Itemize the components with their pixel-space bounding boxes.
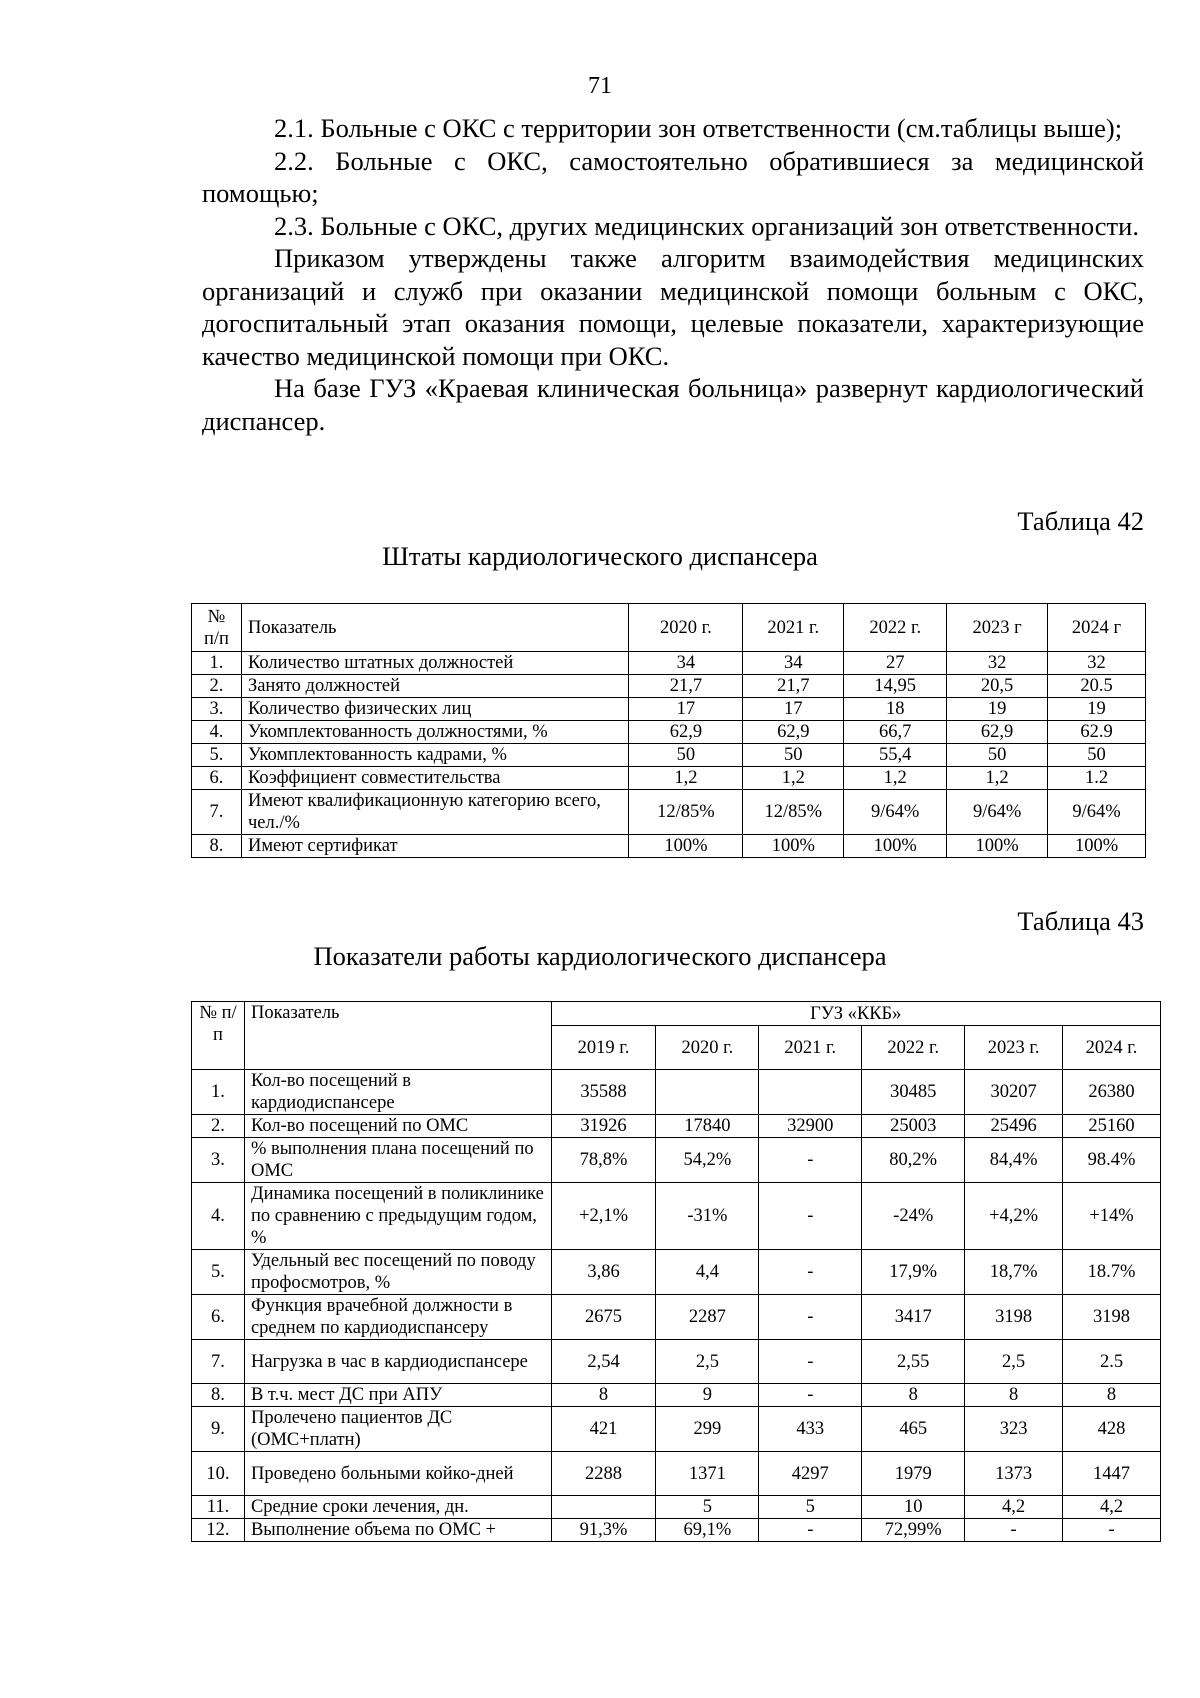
value-cell: [551, 1496, 656, 1519]
value-cell: 98.4%: [1063, 1138, 1161, 1183]
paragraph-2-1: 2.1. Больные с ОКС с территории зон ответственности (см.таблицы выше);: [274, 113, 1123, 143]
indicator-cell: Нагрузка в час в кардиодиспансере: [244, 1340, 551, 1384]
header-year: 2024 г: [1048, 604, 1146, 652]
value-cell: 1,2: [947, 767, 1048, 790]
paragraph-2-2: 2.2. Больные с ОКС, самостоятельно обратившиеся за медицинской помощью;: [202, 145, 1144, 208]
table-row: [192, 1295, 1161, 1340]
value-cell: 9/64%: [1048, 790, 1146, 835]
value-cell: 9/64%: [947, 790, 1048, 835]
value-cell: +2,1%: [551, 1183, 656, 1250]
indicator-cell: Пролечено пациентов ДС (ОМС+платн): [244, 1407, 551, 1452]
indicator-cell: Проведено больными койко-дней: [244, 1452, 551, 1496]
value-cell: 78,8%: [551, 1138, 656, 1183]
value-cell: 20,5: [947, 675, 1048, 698]
row-number-cell: 9.: [192, 1407, 245, 1452]
table-row: [192, 721, 1146, 744]
indicator-cell: В т.ч. мест ДС при АПУ: [244, 1384, 551, 1407]
value-cell: 3198: [1063, 1295, 1161, 1340]
value-cell: 21,7: [629, 675, 743, 698]
row-number-cell: 6.: [192, 1295, 245, 1340]
row-number-cell: 8.: [192, 1384, 245, 1407]
header-year: 2020 г.: [629, 604, 743, 652]
row-number-cell: 2.: [192, 1115, 245, 1138]
table-row: [192, 1407, 1161, 1452]
value-cell: 4297: [759, 1452, 862, 1496]
indicator-cell: Имеют квалификационную категорию всего, чел./%: [241, 790, 629, 835]
row-number-cell: 6.: [192, 767, 242, 790]
row-number-cell: 4.: [192, 721, 242, 744]
value-cell: 25496: [965, 1115, 1063, 1138]
table-row: [192, 835, 1146, 858]
value-cell: -24%: [862, 1183, 965, 1250]
value-cell: [656, 1070, 759, 1115]
row-number-cell: 11.: [192, 1496, 245, 1519]
table-43-label: Таблица 43: [1017, 906, 1144, 936]
value-cell: 25003: [862, 1115, 965, 1138]
value-cell: 19: [947, 698, 1048, 721]
paragraph-2-3: 2.3. Больные с ОКС, других медицинских организаций зон ответственности.: [274, 210, 1139, 241]
value-cell: 32: [1048, 652, 1146, 675]
value-cell: 80,2%: [862, 1138, 965, 1183]
value-cell: 35588: [551, 1070, 656, 1115]
value-cell: 428: [1063, 1407, 1161, 1452]
value-cell: -: [759, 1138, 862, 1183]
row-number-cell: 1.: [192, 652, 242, 675]
header-year: 2023 г.: [965, 1026, 1063, 1070]
value-cell: 55,4: [844, 744, 947, 767]
value-cell: 100%: [1048, 835, 1146, 858]
table-row: [192, 1340, 1161, 1384]
value-cell: 14,95: [844, 675, 947, 698]
indicator-cell: Коэффициент совместительства: [241, 767, 629, 790]
value-cell: 50: [1048, 744, 1146, 767]
value-cell: 30207: [965, 1070, 1063, 1115]
table-row: [192, 790, 1146, 835]
value-cell: 4,4: [656, 1250, 759, 1295]
value-cell: 1371: [656, 1452, 759, 1496]
header-year: 2023 г: [947, 604, 1048, 652]
value-cell: +14%: [1063, 1183, 1161, 1250]
indicator-cell: Функция врачебной должности в среднем по кардиодиспансеру: [244, 1295, 551, 1340]
value-cell: 62,9: [629, 721, 743, 744]
header-number: № п/п: [192, 1002, 245, 1070]
row-number-cell: 12.: [192, 1519, 245, 1542]
table-row: [192, 767, 1146, 790]
indicator-cell: Количество штатных должностей: [241, 652, 629, 675]
value-cell: -: [759, 1384, 862, 1407]
value-cell: 1373: [965, 1452, 1063, 1496]
value-cell: +4,2%: [965, 1183, 1063, 1250]
table-row: [192, 1070, 1161, 1115]
value-cell: 12/85%: [629, 790, 743, 835]
value-cell: 2,54: [551, 1340, 656, 1384]
value-cell: 62.9: [1048, 721, 1146, 744]
value-cell: [759, 1070, 862, 1115]
value-cell: 1,2: [844, 767, 947, 790]
value-cell: -: [759, 1250, 862, 1295]
header-year: 2021 г.: [759, 1026, 862, 1070]
indicator-cell: Занято должностей: [241, 675, 629, 698]
indicator-cell: Укомплектованность кадрами, %: [241, 744, 629, 767]
row-number-cell: 4.: [192, 1183, 245, 1250]
row-number-cell: 3.: [192, 1138, 245, 1183]
value-cell: 12/85%: [743, 790, 844, 835]
value-cell: 3,86: [551, 1250, 656, 1295]
value-cell: 4,2: [965, 1496, 1063, 1519]
indicator-cell: Количество физических лиц: [241, 698, 629, 721]
indicator-cell: Укомплектованность должностями, %: [241, 721, 629, 744]
value-cell: 17,9%: [862, 1250, 965, 1295]
table-43-title: Показатели работы кардиологического диспансера: [313, 941, 887, 971]
header-year: 2024 г.: [1063, 1026, 1161, 1070]
row-number-cell: 8.: [192, 835, 242, 858]
table-row: [192, 744, 1146, 767]
indicator-cell: % выполнения плана посещений по ОМС: [244, 1138, 551, 1183]
page-number: 71: [588, 73, 612, 99]
value-cell: 5: [656, 1496, 759, 1519]
value-cell: 421: [551, 1407, 656, 1452]
value-cell: 34: [743, 652, 844, 675]
value-cell: -: [759, 1183, 862, 1250]
row-number-cell: 1.: [192, 1070, 245, 1115]
header-year: 2019 г.: [551, 1026, 656, 1070]
value-cell: 50: [947, 744, 1048, 767]
value-cell: 3198: [965, 1295, 1063, 1340]
row-number-cell: 3.: [192, 698, 242, 721]
row-number-cell: 7.: [192, 1340, 245, 1384]
value-cell: -: [759, 1519, 862, 1542]
value-cell: 84,4%: [965, 1138, 1063, 1183]
value-cell: 1979: [862, 1452, 965, 1496]
value-cell: 54,2%: [656, 1138, 759, 1183]
table-row: [192, 1496, 1161, 1519]
row-number-cell: 10.: [192, 1452, 245, 1496]
value-cell: 17: [629, 698, 743, 721]
value-cell: -31%: [656, 1183, 759, 1250]
value-cell: 32900: [759, 1115, 862, 1138]
value-cell: 26380: [1063, 1070, 1161, 1115]
value-cell: 34: [629, 652, 743, 675]
value-cell: 9/64%: [844, 790, 947, 835]
value-cell: 1.2: [1048, 767, 1146, 790]
indicator-cell: Средние сроки лечения, дн.: [244, 1496, 551, 1519]
header-number: № п/п: [192, 604, 242, 652]
value-cell: 21,7: [743, 675, 844, 698]
table-row: [192, 1250, 1161, 1295]
table-row: [192, 652, 1146, 675]
value-cell: 66,7: [844, 721, 947, 744]
value-cell: 323: [965, 1407, 1063, 1452]
value-cell: 8: [1063, 1384, 1161, 1407]
paragraph-dispensary: На базе ГУЗ «Краевая клиническая больница» развернут кардиологический диспансер.: [202, 373, 1144, 436]
table-42-label: Таблица 42: [1017, 506, 1144, 536]
indicator-cell: Имеют сертификат: [241, 835, 629, 858]
table-row: [192, 1384, 1161, 1407]
indicator-cell: Кол-во посещений по ОМС: [244, 1115, 551, 1138]
value-cell: 465: [862, 1407, 965, 1452]
value-cell: 17840: [656, 1115, 759, 1138]
header-year: 2020 г.: [656, 1026, 759, 1070]
performance-table: [191, 1001, 1161, 1542]
header-indicator: Показатель: [241, 604, 629, 652]
body-text: [202, 112, 1144, 437]
staff-table: [191, 603, 1146, 858]
header-year: 2022 г.: [862, 1026, 965, 1070]
value-cell: 433: [759, 1407, 862, 1452]
table-row: [192, 1138, 1161, 1183]
row-number-cell: 5.: [192, 1250, 245, 1295]
indicator-cell: Удельный вес посещений по поводу профосмотров, %: [244, 1250, 551, 1295]
value-cell: 2.5: [1063, 1340, 1161, 1384]
value-cell: 2287: [656, 1295, 759, 1340]
header-organization: ГУЗ «ККБ»: [551, 1002, 1160, 1026]
value-cell: 4,2: [1063, 1496, 1161, 1519]
value-cell: 30485: [862, 1070, 965, 1115]
value-cell: 100%: [947, 835, 1048, 858]
value-cell: 18,7%: [965, 1250, 1063, 1295]
value-cell: 18: [844, 698, 947, 721]
value-cell: 62,9: [947, 721, 1048, 744]
value-cell: 50: [629, 744, 743, 767]
paragraph-order: Приказом утверждены также алгоритм взаимодействия медицинских организаций и служб при оказании медицинской помощи больным с ОКС, догоспитальный этап оказания помощи, целевые показатели, характеризующие качество медицинской помощи при ОКС.: [202, 243, 1144, 371]
table-row: [192, 698, 1146, 721]
value-cell: 10: [862, 1496, 965, 1519]
value-cell: 299: [656, 1407, 759, 1452]
value-cell: 8: [965, 1384, 1063, 1407]
value-cell: 5: [759, 1496, 862, 1519]
value-cell: 17: [743, 698, 844, 721]
value-cell: 27: [844, 652, 947, 675]
value-cell: 100%: [743, 835, 844, 858]
value-cell: 72,99%: [862, 1519, 965, 1542]
value-cell: 8: [551, 1384, 656, 1407]
value-cell: 2,5: [965, 1340, 1063, 1384]
table-row: [192, 1519, 1161, 1542]
value-cell: 2,55: [862, 1340, 965, 1384]
value-cell: 2675: [551, 1295, 656, 1340]
table-42-title: Штаты кардиологического диспансера: [382, 541, 818, 571]
header-year: 2021 г.: [743, 604, 844, 652]
value-cell: 1,2: [743, 767, 844, 790]
value-cell: 1447: [1063, 1452, 1161, 1496]
value-cell: 69,1%: [656, 1519, 759, 1542]
table-row: [192, 1115, 1161, 1138]
value-cell: 19: [1048, 698, 1146, 721]
value-cell: 50: [743, 744, 844, 767]
header-indicator: Показатель: [244, 1002, 551, 1070]
table-row: [192, 675, 1146, 698]
header-year: 2022 г.: [844, 604, 947, 652]
value-cell: 32: [947, 652, 1048, 675]
row-number-cell: 2.: [192, 675, 242, 698]
value-cell: 1,2: [629, 767, 743, 790]
value-cell: 3417: [862, 1295, 965, 1340]
value-cell: 9: [656, 1384, 759, 1407]
indicator-cell: Кол-во посещений в кардиодиспансере: [244, 1070, 551, 1115]
value-cell: -: [965, 1519, 1063, 1542]
row-number-cell: 7.: [192, 790, 242, 835]
value-cell: -: [759, 1295, 862, 1340]
value-cell: 2288: [551, 1452, 656, 1496]
value-cell: 20.5: [1048, 675, 1146, 698]
table-row: [192, 1183, 1161, 1250]
value-cell: 100%: [629, 835, 743, 858]
indicator-cell: Выполнение объема по ОМС +: [244, 1519, 551, 1542]
value-cell: 91,3%: [551, 1519, 656, 1542]
table-row: [192, 1452, 1161, 1496]
value-cell: 31926: [551, 1115, 656, 1138]
value-cell: 2,5: [656, 1340, 759, 1384]
indicator-cell: Динамика посещений в поликлинике по сравнению с предыдущим годом, %: [244, 1183, 551, 1250]
value-cell: -: [1063, 1519, 1161, 1542]
value-cell: 100%: [844, 835, 947, 858]
value-cell: 8: [862, 1384, 965, 1407]
value-cell: 25160: [1063, 1115, 1161, 1138]
value-cell: 18.7%: [1063, 1250, 1161, 1295]
value-cell: -: [759, 1340, 862, 1384]
row-number-cell: 5.: [192, 744, 242, 767]
value-cell: 62,9: [743, 721, 844, 744]
